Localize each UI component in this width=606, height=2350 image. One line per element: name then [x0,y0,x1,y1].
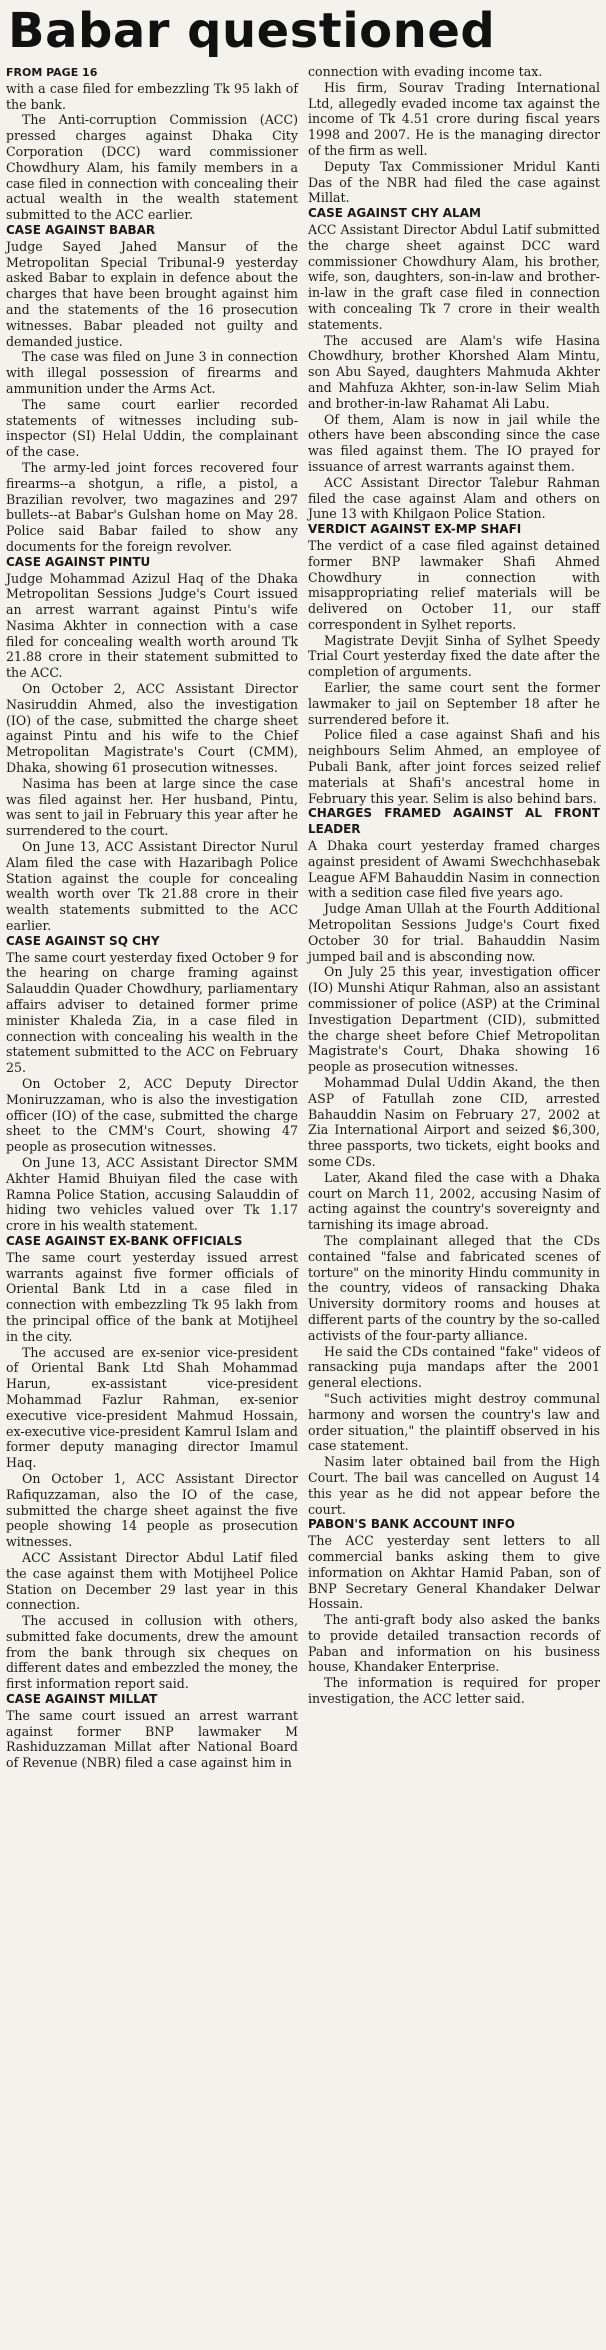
paragraph: The same court yesterday fixed October 9 for the hearing on charge framing against Salauddin Quader Chowdhury, parliamentary affairs adviser to detained former prime minister Khaleda Zia, in a case filed in connection with concealing his wealth in the statement submitted to the ACC on February 25. [6,949,298,1076]
paragraph: On October 2, ACC Deputy Director Moniruzzaman, who is also the investigation officer (IO) of the case, submitted the charge sheet to the CMM's Court, showing 47 people as prosecution witnesses. [6,1076,298,1155]
paragraph: On June 13, ACC Assistant Director SMM Akhter Hamid Bhuiyan filed the case with Ramna Police Station, accusing Salauddin of hiding two vehicles valued over Tk 1.17 crore in his wealth statement. [6,1154,298,1234]
paragraph: The accused are ex-senior vice-president of Oriental Bank Ltd Shah Mohammad Harun, ex-assistant vice-president Mohammad Fazlur Rahman, ex-senior executive vice-president Mahmud Hossain, ex-executive vice-president Kamrul Islam and former deputy managing director Imamul Haq. [6,1344,298,1471]
continuation-line [6,64,298,112]
column-left [6,64,298,1771]
section-heading: CASE AGAINST PINTU [6,554,151,569]
paragraph: The accused are Alam's wife Hasina Chowdhury, brother Khorshed Alam Mintu, son Abu Sayed, daughters Mahmuda Akhter and Mahfuza Akhter, son-in-law Selim Miah and brother-in-law Rahamat Ali Labu. [308,332,600,411]
paragraph: Of them, Alam is now in jail while the others have been absconding since the case was filed against them. The IO prayed for issuance of arrest warrants against them. [308,411,600,474]
paragraph: On June 13, ACC Assistant Director Nurul Alam filed the case with Hazaribagh Police Station against the couple for concealing wealth worth over Tk 21.88 crore in their wealth statements submitted to the ACC earlier. [6,839,298,934]
paragraph-text: with a case filed for embezzling Tk 95 lakh of the bank. [6,80,298,112]
paragraph: Judge Aman Ullah at the Fourth Additional Metropolitan Sessions Judge's Court fixed October 30 for trial. Bahauddin Nasim jumped bail and is absconding now. [308,901,600,964]
section-heading: CASE AGAINST CHY ALAM [308,206,481,221]
section-heading: CASE AGAINST BABAR [6,222,156,237]
paragraph: He said the CDs contained "fake" videos of ransacking puja mandaps after the 2001 general elections. [308,1343,600,1391]
paragraph: On October 2, ACC Assistant Director Nasiruddin Ahmed, also the investigation (IO) of the case, submitted the charge sheet against Pintu and his wife to the Chief Metropolitan Magistrate's Court (CMM), Dhaka, showing 61 prosecution witnesses. [6,681,298,776]
paragraph: "Such activities might destroy communal harmony and worsen the country's law and order situation," the plaintiff observed in his case statement. [308,1390,600,1454]
section-heading: CASE AGAINST MILLAT [6,1692,158,1707]
paragraph: The same court issued an arrest warrant against former BNP lawmaker M Rashiduzzaman Millat after National Board of Revenue (NBR) filed a case against him in [6,1707,298,1771]
paragraph: ACC Assistant Director Abdul Latif submitted the charge sheet against DCC ward commissioner Chowdhury Alam, his brother, wife, son, daughters, son-in-law and brother-in-law in the graft case filed in connection with concealing Tk 7 crore in their wealth statements. [308,221,600,332]
paragraph: The same court earlier recorded statements of witnesses including sub-inspector (SI) Helal Uddin, the complainant of the case. [6,396,298,460]
paragraph: Judge Sayed Jahed Mansur of the Metropolitan Special Tribunal-9 yesterday asked Babar to explain in defence about the charges that have been brought against him and the statements of the 16 prosecution witnesses. Babar pleaded not guilty and demanded justice. [6,238,298,349]
section-heading: VERDICT AGAINST EX-MP SHAFI [308,522,522,537]
paragraph: The Anti-corruption Commission (ACC) pressed charges against Dhaka City Corporation (DCC) ward commissioner Chowdhury Alam, his family members in a case filed in connection with concealing their actual wealth in the wealth statement submitted to the ACC earlier. [6,112,298,223]
section-heading: CHARGES FRAMED AGAINST AL FRONT LEADER [308,806,600,837]
paragraph: The anti-graft body also asked the banks to provide detailed transaction records of Paban and information on his business house, Khandaker Enterprise. [308,1612,600,1675]
paragraph: The ACC yesterday sent letters to all commercial banks asking them to give information on Akhtar Hamid Paban, son of BNP Secretary General Khandaker Delwar Hossain. [308,1533,600,1612]
paragraph: ACC Assistant Director Talebur Rahman filed the case against Alam and others on June 13 with Khilgaon Police Station. [308,474,600,522]
from-page-label: FROM PAGE 16 [6,66,98,79]
paragraph: The case was filed on June 3 in connection with illegal possession of firearms and ammunition under the Arms Act. [6,349,298,396]
paragraph: Magistrate Devjit Sinha of Sylhet Speedy Trial Court yesterday fixed the date after the completion of arguments. [308,632,600,680]
paragraph: The verdict of a case filed against detained former BNP lawmaker Shafi Ahmed Chowdhury in connection with misappropriating relief materials will be delivered on October 11, our staff correspondent in Sylhet reports. [308,537,600,632]
paragraph: On July 25 this year, investigation officer (IO) Munshi Atiqur Rahman, also an assistant commissioner of police (ASP) at the Criminal Investigation Department (CID), submitted the charge sheet before Chief Metropolitan Magistrate's Court, Dhaka showing 16 people as prosecution witnesses. [308,964,600,1075]
paragraph: Nasim later obtained bail from the High Court. The bail was cancelled on August 14 this year as he did not appear before the court. [308,1454,600,1517]
article-headline: Babar questioned [8,3,496,59]
paragraph: On October 1, ACC Assistant Director Rafiquzzaman, also the IO of the case, submitted the charge sheet against the five people showing 14 people as prosecution witnesses. [6,1470,298,1550]
paragraph: ACC Assistant Director Abdul Latif filed the case against them with Motijheel Police Station on December 29 last year in this connection. [6,1549,298,1613]
paragraph: Police filed a case against Shafi and his neighbours Selim Ahmed, an employee of Pubali Bank, after joint forces seized relief materials at Shafi's ancestral home in February this year. Selim is also behind bars. [308,727,600,806]
paragraph: Deputy Tax Commissioner Mridul Kanti Das of the NBR had filed the case against Millat. [308,158,600,206]
paragraph: A Dhaka court yesterday framed charges against president of Awami Swechchhasebak League AFM Bahauddin Nasim in connection with a sedition case filed five years ago. [308,838,600,901]
paragraph: His firm, Sourav Trading International Ltd, allegedly evaded income tax against the income of Tk 4.51 crore during fiscal years 1998 and 2007. He is the managing director of the firm as well. [308,79,600,158]
section-heading: CASE AGAINST EX-BANK OFFICIALS [6,1233,243,1248]
paragraph: The same court yesterday issued arrest warrants against five former officials of Oriental Bank Ltd in a case filed in connection with embezzling Tk 95 lakh from the principal office of the bank at Motijheel in the city. [6,1249,298,1344]
article-body [6,64,600,1771]
paragraph: Nasima has been at large since the case was filed against her. Her husband, Pintu, was sent to jail in February this year after he surrendered to the court. [6,775,298,839]
section-heading: PABON'S BANK ACCOUNT INFO [308,1517,515,1532]
paragraph: Mohammad Dulal Uddin Akand, the then ASP of Fatullah zone CID, arrested Bahauddin Nasim on February 27, 2002 at Zia International Airport and seized $6,300, three passports, two tickets, eight books and some CDs. [308,1075,600,1169]
paragraph: The army-led joint forces recovered four firearms--a shotgun, a rifle, a pistol, a Brazilian revolver, two magazines and 297 bullets--at Babar's Gulshan home on May 28. Police said Babar failed to show any documents for the foreign revolver. [6,459,298,554]
paragraph: Later, Akand filed the case with a Dhaka court on March 11, 2002, accusing Nasim of acting against the country's sovereignty and tarnishing its image abroad. [308,1169,600,1233]
paragraph: connection with evading income tax. [308,64,543,79]
paragraph: The information is required for proper investigation, the ACC letter said. [308,1675,600,1707]
paragraph: The complainant alleged that the CDs contained "false and fabricated scenes of torture" on the minority Hindu community in the country, videos of ransacking Dhaka University dormitory rooms and houses at different parts of the country by the so-called activists of the four-party alliance. [308,1232,600,1343]
paragraph: Judge Mohammad Azizul Haq of the Dhaka Metropolitan Sessions Judge's Court issued an arrest warrant against Pintu's wife Nasima Akhter in connection with a case filed for concealing wealth worth around Tk 21.88 crore in their statement submitted to the ACC. [6,570,298,681]
column-right [308,64,600,1771]
section-heading: CASE AGAINST SQ CHY [6,933,160,948]
paragraph: Earlier, the same court sent the former lawmaker to jail on September 18 after he surrendered before it. [308,680,600,727]
paragraph: The accused in collusion with others, submitted fake documents, drew the amount from the bank through six cheques on different dates and embezzled the money, the first information report said. [6,1613,298,1692]
